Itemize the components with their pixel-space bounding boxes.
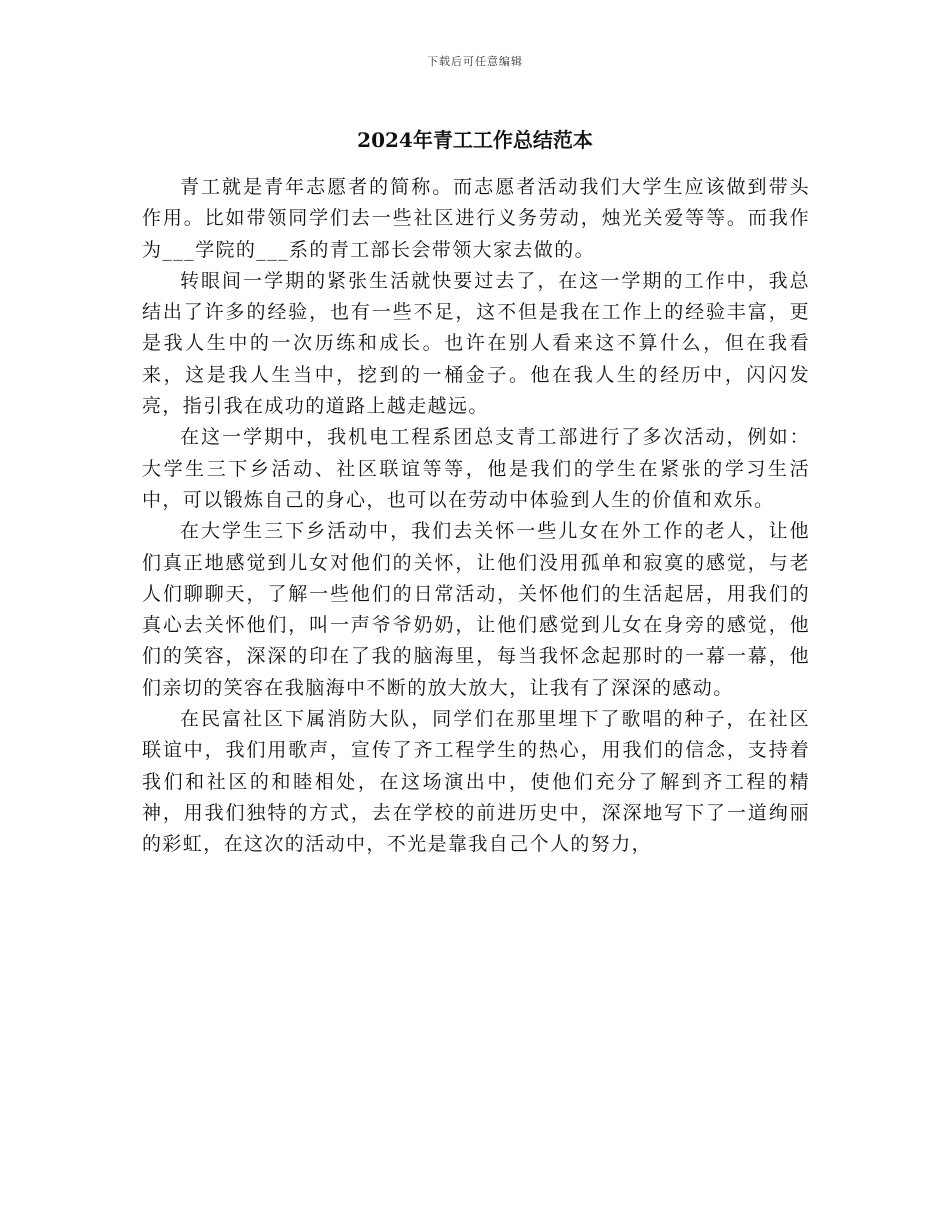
paragraph: 在这一学期中，我机电工程系团总支青工部进行了多次活动，例如：大学生三下乡活动、社区联谊等等，他是我们的学生在紧张的学习生活中，可以锻炼自己的身心，也可以在劳动中体验到人生的价值和欢乐。	[142, 426, 810, 511]
paragraph: 在民富社区下属消防大队，同学们在那里埋下了歌唱的种子，在社区联谊中，我们用歌声，宣传了齐工程学生的热心，用我们的信念，支持着我们和社区的和睦相处，在这场演出中，使他们充分了解到齐工程的精神，用我们独特的方式，去在学校的前进历史中，深深地写下了一道绚丽的彩虹，在这次的活动中，不光是靠我自己个人的努力，	[142, 708, 810, 856]
document-title: 2024年青工工作总结范本	[357, 128, 593, 152]
paragraph: 青工就是青年志愿者的简称。而志愿者活动我们大学生应该做到带头作用。比如带领同学们去一些社区进行义务劳动，烛光关爱等等。而我作为___学院的___系的青工部长会带领大家去做的。	[142, 176, 810, 261]
paragraph: 转眼间一学期的紧张生活就快要过去了，在这一学期的工作中，我总结出了许多的经验，也有一些不足，这不但是我在工作上的经验丰富，更是我人生中的一次历练和成长。也许在别人看来这不算什么，但在我看来，这是我人生当中，挖到的一桶金子。他在我人生的经历中，闪闪发亮，指引我在成功的道路上越走越远。	[142, 269, 810, 418]
page-header-note: 下载后可任意编辑	[427, 55, 523, 68]
document-body	[142, 172, 810, 861]
paragraph: 在大学生三下乡活动中，我们去关怀一些儿女在外工作的老人，让他们真正地感觉到儿女对他们的关怀，让他们没用孤单和寂寞的感觉，与老人们聊聊天，了解一些他们的日常活动，关怀他们的生活起居，用我们的真心去关怀他们，叫一声爷爷奶奶，让他们感觉到儿女在身旁的感觉，他们的笑容，深深的印在了我的脑海里，每当我怀念起那时的一幕一幕，他们亲切的笑容在我脑海中不断的放大放大，让我有了深深的感动。	[142, 520, 810, 699]
